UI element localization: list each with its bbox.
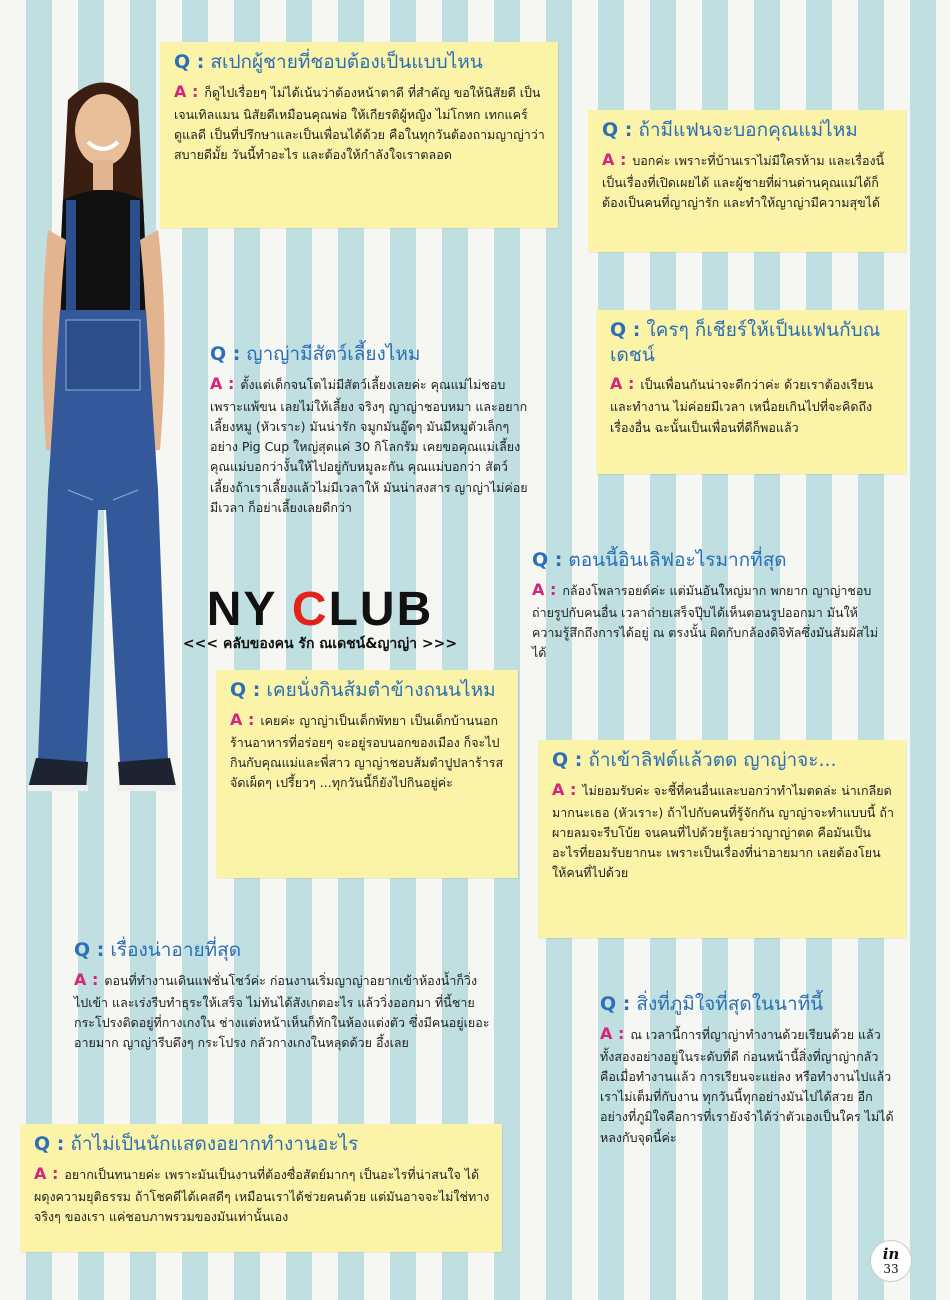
qa-card-embarrassing — [60, 930, 502, 1078]
answer: A : ไม่ยอมรับค่ะ จะชี้ที่คนอื่นและบอกว่าทำไมตดล่ะ น่าเกลียดมากนะเธอ (หัวเราะ) ถ้าไปกับคนที่รู้จักกัน ญาญ่าจะทำแบบนี้ ถ้าผายลมจะรีบโบ้ย จนคนที่ไปด้วยรู้เลยว่าญาญ่าตด คือมันเป็นอะไรที่ยอมรับยากนะ เพราะเป็นเรื่องที่น่าอายมาก เลยต้องโยนให้คนที่ไปด้วย — [552, 779, 894, 881]
qa-card-dream-job — [20, 1124, 502, 1252]
answer: A : ก็ดูไปเรื่อยๆ ไม่ได้เน้นว่าต้องหน้าตาดี ที่สำคัญ ขอให้นิสัยดี เป็นเจนเทิลแมน นิสัยดีเหมือนคุณพ่อ ให้เกียรติผู้หญิง ไม่โกหก เทกแคร์ดูแลดี เป็นที่ปรึกษาและเป็นเพื่อนได้ด้วย คือในทุกวันต้องถามญาญ่าว่าสบายดีมั้ย วันนี้ทำอะไร และต้องให้กำลังใจเราตลอด — [174, 81, 545, 163]
answer: A : กล้องโพลารอยด์ค่ะ แต่มันอันใหญ่มาก พกยาก ญาญ่าชอบถ่ายรูปกับคนอื่น เวลาถ่ายเสร็จปุ๊บได้เห็นตอนรูปออกมา มันให้ความรู้สึกถึงการได้อยู่ ณ ตรงนั้น ผิดกับกล้องดิจิทัลซึ่งมันสัมผัสไม่ได้ — [532, 579, 879, 661]
answer: A : อยากเป็นทนายค่ะ เพราะมันเป็นงานที่ต้องซื่อสัตย์มากๆ เป็นอะไรที่น่าสนใจ ได้ผดุงความยุติธรรม ถ้าโชคดีได้เคสดีๆ เหมือนเราได้ช่วยคนด้วย แต่มันอาจจะไม่ใช่ทางจริงๆ ของเรา แค่ชอบภาพรวมของมันเท่านั้นเอง — [34, 1163, 490, 1224]
qa-card-proud — [586, 984, 906, 1214]
question: Q : เคยนั่งกินส้มตำข้างถนนไหม — [230, 679, 496, 701]
answer: A : เป็นเพื่อนกันน่าจะดีกว่าค่ะ ด้วยเราต้องเรียนและทำงาน ไม่ค่อยมีเวลา เหนื่อยเกินไปที่จะคิดถึงเรื่องอื่น ฉะนั้นเป็นเพื่อนที่ดีก็พอแล้ว — [610, 374, 874, 435]
answer: A : ตั้งแต่เด็กจนโตไม่มีสัตว์เลี้ยงเลยค่ะ คุณแม่ไม่ชอบ เพราะแพ้ขน เลยไม่ให้เลี้ยง จริงๆ ญาญ่าชอบหมา และอยากเลี้ยงหมู (หัวเราะ) มันน่ารัก จมูกมันอู๊ดๆ มันมีหมูตัวเล็กๆ อย่าง Pig Cup ใหญ่สุดแค่ 30 กิโลกรัม เคยขอคุณแม่เลี้ยง คุณแม่บอกว่างั้นให้ไปอยู่กับหมูละกัน คุณแม่บอกว่า สัตว์เลี้ยงถ้าเราเลี้ยงแล้วไม่มีเวลาให้ มันน่าสงสาร ญาญ่าไม่ค่อยมีเวลา ก็อย่าเลี้ยงเลยดีกว่า — [210, 373, 528, 515]
question: Q : ตอนนี้อินเลิฟอะไรมากที่สุด — [532, 549, 787, 571]
qa-card-tell-mom — [588, 110, 906, 252]
question: Q : เรื่องน่าอายที่สุด — [74, 939, 242, 961]
brand-subtitle: <<< คลับของคน รัก ณเดชน์&ญาญ่า >>> — [182, 636, 458, 652]
brand-title: NY CLUB — [206, 583, 434, 636]
face — [75, 94, 131, 166]
question: Q : ถ้าไม่เป็นนักแสดงอยากทำงานอะไร — [34, 1133, 359, 1155]
answer: A : ตอนที่ทำงานเดินแฟชั่นโชว์ค่ะ ก่อนงานเริ่มญาญ่าอยากเข้าห้องน้ำก็วิ่งไปเข้า และเร่งรีบทำธุระให้เสร็จ ไม่ทันได้สังเกตอะไร แล้ววิ่งออกมา ที่นี้ชายกระโปรงติดอยู่ที่กางเกงใน ช่างแต่งหน้าเห็นก็ทักในห้องแต่งตัว ซึ่งมีคนอยู่เยอะ อายมาก ญาญ่ารีบดึงๆ กระโปรง กลัวกางเกงในหลุดด้วย อึ้งเลย — [74, 969, 490, 1051]
answer: A : เคยค่ะ ญาญ่าเป็นเด็กพัทยา เป็นเด็กบ้านนอก ร้านอาหารที่อร่อยๆ จะอยู่รอบนอกของเมือง ก็จะไปกินกับคุณแม่และพี่สาว ญาญ่าชอบส้มตำปูปลาร้ารสจัดเผ็ดๆ เปรี้ยวๆ ...ทุกวันนี้ก็ยังไปกินอยู่ค่ะ — [230, 709, 504, 791]
page-number-badge — [870, 1240, 912, 1282]
qa-card-pets — [196, 334, 542, 574]
magazine-logo: in — [882, 1245, 900, 1263]
qa-card-spec — [160, 42, 558, 228]
answer: A : บอกค่ะ เพราะที่บ้านเราไม่มีใครห้าม และเรื่องนี้เป็นเรื่องที่เปิดเผยได้ และผู้ชายที่ผ่านด่านคุณแม่ได้ก็ต้องเป็นคนที่ญาญ่ารัก และทำให้ญาญ่ามีความสุขได้ — [602, 149, 885, 210]
qa-card-in-love — [518, 540, 898, 700]
question: Q : สเปกผู้ชายที่ชอบต้องเป็นแบบไหน — [174, 51, 483, 73]
ny-club-logo — [110, 582, 530, 655]
question: Q : ญาญ่ามีสัตว์เลี้ยงไหม — [210, 343, 421, 365]
page-number: 33 — [883, 1261, 899, 1276]
qa-card-cheer — [596, 310, 906, 474]
answer: A : ณ เวลานี้การที่ญาญ่าทำงานด้วยเรียนด้วย แล้วทั้งสองอย่างอยู่ในระดับที่ดี ก่อนหน้านี้สิ่งที่ญาญ่ากลัวคือเมื่อทำงานแล้ว การเรียนจะแย่ลง หรือทำงานไปแล้วเราไม่เต็มที่กับงาน ทุกวันนี้ทุกอย่างมันไปได้สวย อีกอย่างที่ภูมิใจคือการที่เรายังจำได้ว่าตัวเองเป็นใคร ไม่ได้หลงกับจุดนี้ค่ะ — [600, 1023, 894, 1145]
question: Q : ใครๆ ก็เชียร์ให้เป็นแฟนกับณเดชน์ — [610, 319, 881, 366]
question: Q : ถ้าเข้าลิฟต์แล้วตด ญาญ่าจะ... — [552, 749, 837, 771]
question: Q : ถ้ามีแฟนจะบอกคุณแม่ไหม — [602, 119, 858, 141]
question: Q : สิ่งที่ภูมิใจที่สุดในนาทีนี้ — [600, 993, 824, 1015]
qa-card-somtam — [216, 670, 518, 878]
qa-card-elevator — [538, 740, 906, 938]
